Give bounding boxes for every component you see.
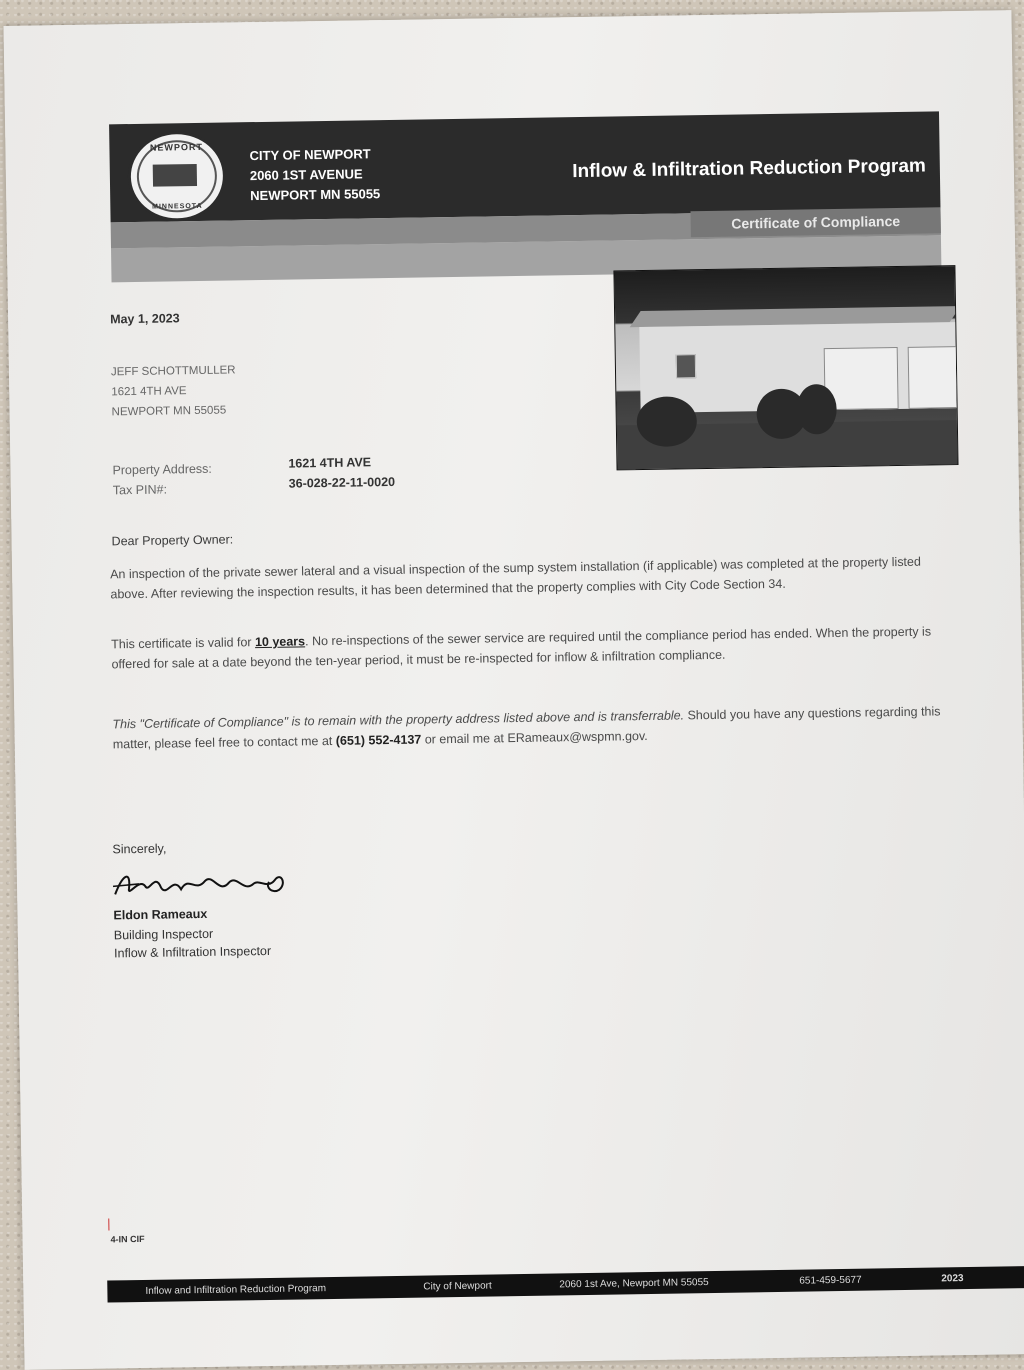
- city-name: CITY OF NEWPORT: [249, 146, 371, 164]
- contact-email: ERameaux@wspmn.gov: [507, 729, 645, 746]
- tax-pin-label: Tax PIN#:: [112, 482, 168, 498]
- footer-phone: 651-459-5677: [799, 1274, 862, 1287]
- signer-title-building: Building Inspector: [113, 926, 214, 943]
- recipient-city: NEWPORT MN 55055: [111, 404, 227, 419]
- letterhead: [109, 111, 941, 282]
- handwritten-signature: [109, 861, 300, 909]
- letterhead-band: [109, 111, 940, 222]
- photo-window: [676, 354, 696, 378]
- footer-year: 2023: [941, 1272, 964, 1284]
- contact-text-c: or email me at: [421, 731, 508, 747]
- signer-name: Eldon Rameaux: [113, 906, 208, 923]
- validity-text-a: This certificate is valid for: [111, 635, 256, 652]
- program-title: Inflow & Infiltration Reduction Program: [572, 155, 926, 183]
- city-street: 2060 1ST AVENUE: [249, 166, 363, 184]
- signature-graphic: [109, 861, 300, 904]
- seal-text-bottom: MINNESOTA: [152, 202, 203, 211]
- footer-address: 2060 1st Ave, Newport MN 55055: [559, 1276, 709, 1290]
- property-address-label: Property Address:: [112, 461, 212, 478]
- footer-program: Inflow and Infiltration Reduction Program: [145, 1282, 327, 1297]
- photo-garage-door: [908, 346, 959, 409]
- letter-date: May 1, 2023: [110, 311, 180, 327]
- recipient-address: [111, 360, 237, 422]
- validity-term: 10 years: [254, 634, 306, 650]
- recipient-street: 1621 4TH AVE: [111, 385, 187, 399]
- city-address-block: [249, 144, 380, 206]
- paragraph-contact: [112, 701, 953, 754]
- certificate-page: [4, 10, 1024, 1370]
- closing: Sincerely,: [112, 841, 167, 857]
- validity-text-c: . No re-inspections of the sewer service are required until the compliance period has ended. When the property is offered for sale at a date beyond the ten-year period, it must be re-inspected for inflow & infiltration compliance.: [111, 624, 932, 672]
- property-photo: [613, 265, 958, 470]
- tax-pin-value: 36-028-22-11-0020: [288, 474, 396, 491]
- seal-text-top: NEWPORT: [149, 141, 204, 153]
- city-seal-logo: [127, 131, 226, 223]
- paragraph-inspection: An inspection of the private sewer lateral and a visual inspection of the sump system installation (if applicable) was completed at the property listed above. After reviewing the inspection results, it has been determined that the property complies with City Code Section 34.: [110, 554, 921, 602]
- contact-text-b: Should you have any questions regarding this matter, please feel free to contact me at: [112, 704, 941, 752]
- footer-city: City of Newport: [423, 1279, 492, 1293]
- document-code: 4-IN CIF: [110, 1233, 145, 1245]
- city-region: NEWPORT MN 55055: [250, 186, 381, 204]
- contact-phone: (651) 552-4137: [335, 732, 422, 748]
- recipient-name: JEFF SCHOTTMULLER: [110, 364, 236, 379]
- signer-title-ii: Inflow & Infiltration Inspector: [113, 943, 272, 961]
- property-labels: [112, 459, 212, 501]
- salutation: Dear Property Owner:: [111, 532, 234, 549]
- seal-scene-icon: [153, 164, 197, 187]
- footer-bar: [107, 1266, 1024, 1302]
- property-address-value: 1621 4TH AVE: [288, 455, 372, 471]
- paragraph-validity: [111, 621, 952, 674]
- contact-text-a: This "Certificate of Compliance" is to remain with the property address listed above and is transferrable.: [112, 708, 685, 732]
- property-values: [288, 452, 395, 494]
- certificate-title: Certificate of Compliance: [691, 207, 941, 237]
- contact-text-d: .: [644, 728, 648, 744]
- document-mark: [108, 1218, 109, 1230]
